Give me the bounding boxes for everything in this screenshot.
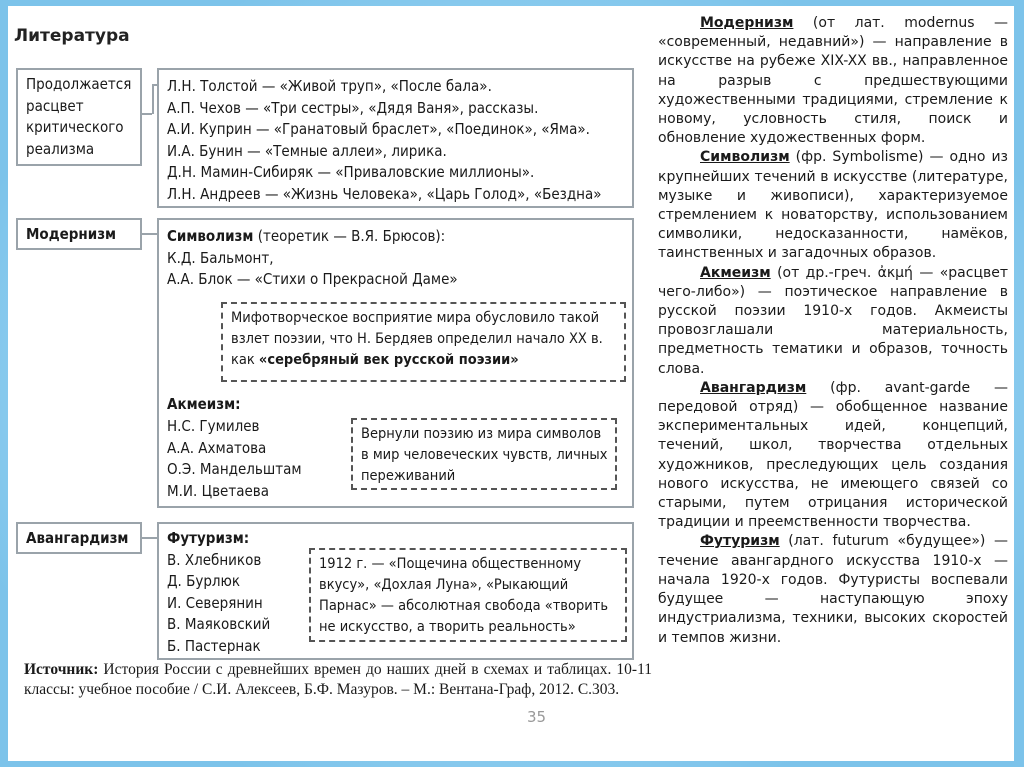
note-line: взлет поэзии, что Н. Бердяев определил начало ХХ в.: [231, 331, 603, 347]
source-label: Источник:: [24, 661, 99, 678]
acmeism-author: Н.С. Гумилев: [167, 417, 260, 435]
note-line: вкусу», «Дохлая Луна», «Рыкающий: [319, 577, 569, 593]
definition-modernism: Модернизм (от лат. modernus — «современный, недавний») — направление в искусстве на рубеже XIX-XX вв., направленное на разрыв с предшествующими художественными традициями, стремление к новому, условность стиля, поиск и обновление художественных форм.: [658, 15, 1008, 147]
term: Модернизм: [700, 15, 794, 31]
note-line: в мир человеческих чувств, личных: [361, 447, 608, 463]
acmeism-author: А.А. Ахматова: [167, 438, 267, 457]
definition-acmeism: Акмеизм (от др.-греч. ἀκμή — «расцвет чего-либо») — поэтическое направление в русской поэзии 1910-х годов. Акмеисты провозглашали материальность, предметность тематики и образов, точность слова.: [658, 264, 1008, 377]
slide: [8, 6, 1014, 761]
definition-avantgarde: Авангардизм (фр. avant-garde — передовой отряд) — обобщенное название экспериментальных идей, концепций, течений, школ, творчества отдельных художников, преследующих цель создания нового искусства, не имеющего связей со старыми, путем отрицания исторической традиции и преемственности творчества.: [658, 379, 1008, 531]
symbolism-heading: Символизм (теоретик — В.Я. Брюсов):: [167, 227, 446, 245]
acmeism-heading: Акмеизм:: [167, 395, 241, 413]
futurism-heading: Футуризм:: [167, 529, 250, 547]
futurism-author: В. Хлебников: [167, 550, 262, 569]
realism-category-box: [16, 68, 142, 166]
symbolism-author: А.А. Блок — «Стихи о Прекрасной Даме»: [167, 270, 458, 288]
futurism-author: В. Маяковский: [167, 615, 271, 633]
source-citation: Источник: История России с древнейших времен до наших дней в схемах и таблицах. 10-11 классы: учебное пособие / С.И. Алексеев, Б.Ф. Мазуров. – М.: Вентана-Граф, 2012. С.303.: [24, 661, 652, 698]
realism-author: Л.Н. Толстой — «Живой труп», «После бала».: [167, 77, 492, 95]
literature-scheme: [14, 12, 659, 655]
definition-futurism: Футуризм (лат. futurum «будущее») — течение авангардного искусства 1910-х — начала 1920-х годов. Футуристы воспевали будущее — наступающую эпоху индустриализма, техники, высоких скоростей и темпов жизни.: [658, 533, 1008, 646]
note-line: переживаний: [361, 468, 456, 484]
term: Акмеизм: [700, 264, 771, 281]
connector: [142, 537, 158, 539]
avantgarde-category-box: [16, 522, 142, 554]
note-line: 1912 г. — «Пощечина общественному: [319, 556, 582, 572]
note-line: как «серебряный век русской поэзии»: [231, 352, 519, 368]
acmeism-author: О.Э. Мандельштам: [167, 460, 302, 478]
symbolism-note: [221, 302, 626, 382]
note-line: не искусство, а творить реальность»: [319, 619, 576, 635]
futurism-note: [309, 548, 627, 642]
realism-label-line: реализма: [26, 139, 95, 158]
acmeism-author: М.И. Цветаева: [167, 481, 269, 500]
realism-label-line: критического: [26, 118, 124, 136]
note-line: Вернули поэзию из мира символов: [361, 426, 602, 442]
note-line: Мифотворческое восприятие мира обусловило такой: [231, 310, 600, 326]
connector: [142, 233, 158, 235]
realism-author: И.А. Бунин — «Темные аллеи», лирика.: [167, 141, 447, 160]
term: Символизм: [700, 149, 790, 166]
realism-author: Д.Н. Мамин-Сибиряк — «Приваловские миллионы».: [167, 163, 535, 181]
realism-author: А.П. Чехов — «Три сестры», «Дядя Ваня», рассказы.: [167, 98, 539, 117]
connector: [142, 113, 152, 115]
realism-author: Л.Н. Андреев — «Жизнь Человека», «Царь Голод», «Бездна»: [167, 184, 602, 203]
scheme-title: Литература: [14, 26, 130, 46]
realism-authors-box: [157, 68, 634, 208]
term: Авангардизм: [700, 379, 807, 396]
term: Футуризм: [700, 533, 780, 550]
acmeism-authors: [167, 416, 302, 502]
note-line: Парнас» — абсолютная свобода «творить: [319, 598, 609, 614]
definitions-column: [658, 14, 1008, 648]
modernism-label: Модернизм: [26, 225, 117, 243]
modernism-category-box: [16, 218, 142, 250]
futurism-author: И. Северянин: [167, 593, 263, 612]
realism-author: А.И. Куприн — «Гранатовый браслет», «Поединок», «Яма».: [167, 120, 590, 138]
page-number: 35: [527, 708, 547, 726]
realism-label-line: расцвет: [26, 96, 84, 115]
acmeism-note: [351, 418, 617, 490]
avantgarde-label: Авангардизм: [26, 529, 129, 547]
definition-symbolism: Символизм (фр. Symbolisme) — одно из крупнейших течений в искусстве (литературе, музыке и живописи), характеризуемое стремлением к новаторству, использованием символики, недосказанности, намёков, таинственных и загадочных образов.: [658, 149, 1008, 262]
modernism-content-box: [157, 218, 634, 508]
futurism-author: Б. Пастернак: [167, 636, 261, 655]
realism-label-line: Продолжается: [26, 75, 132, 93]
avantgarde-content-box: [157, 522, 634, 660]
connector: [152, 84, 154, 114]
symbolism-author: К.Д. Бальмонт,: [167, 248, 274, 267]
futurism-author: Д. Бурлюк: [167, 572, 241, 590]
